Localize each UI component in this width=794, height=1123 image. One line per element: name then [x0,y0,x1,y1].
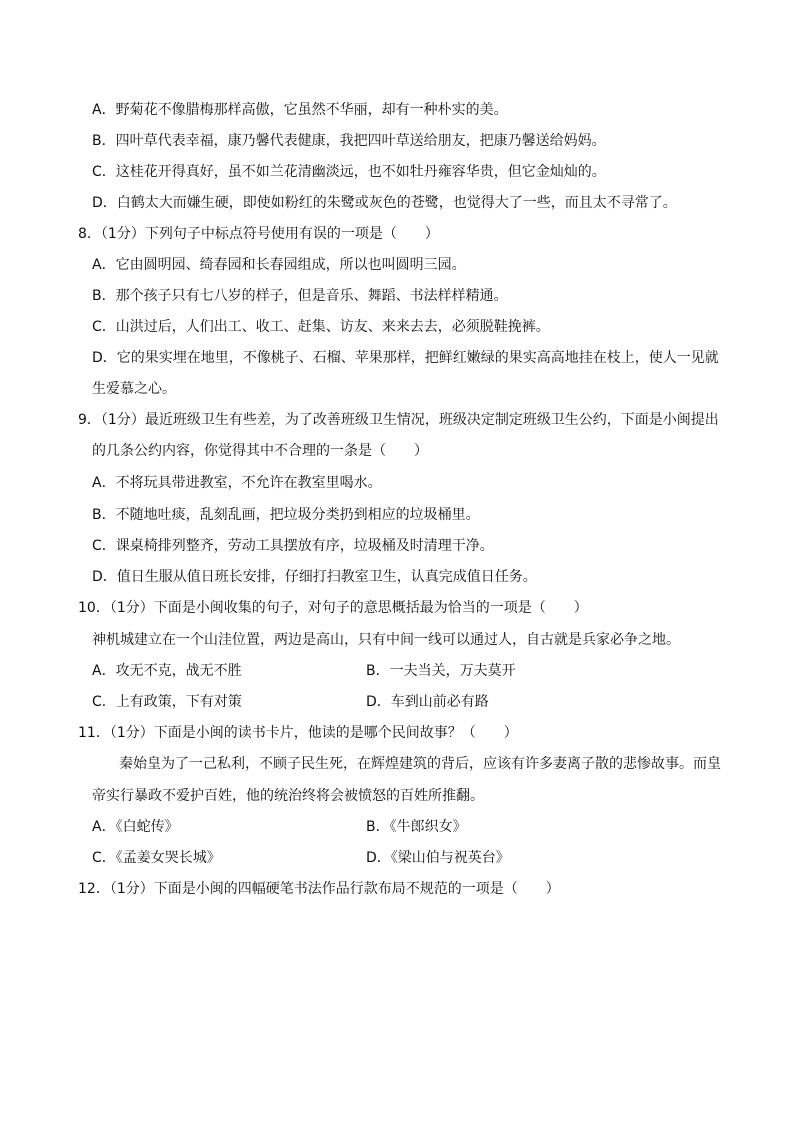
q8-option-c: C．山洪过后，人们出工、收工、赶集、访友、来来去去，必须脱鞋挽裤。 [92,319,550,335]
q9-option-c: C．课桌椅排列整齐，劳动工具摆放有序，垃圾桶及时清理干净。 [92,538,494,554]
q11-passage: 秦始皇为了一己私利，不顾子民生死，在辉煌建筑的背后，应该有许多妻离子散的悲惨故事。而皇 [119,756,721,772]
q10-option-d: D．车到山前必有路 [366,694,489,710]
q11-option-c: C．《孟姜女哭长城》 [92,850,221,866]
q8-option-b: B．那个孩子只有七八岁的样子，但是音乐、舞蹈、书法样样精通。 [92,288,508,304]
q8-option-a: A．它由圆明园、绮春园和长春园组成，所以也叫圆明三园。 [92,257,466,273]
option-c: C．这桂花开得真好，虽不如兰花清幽淡远，也不如牡丹雍容华贵，但它金灿灿的。 [92,164,606,180]
question-10-stem: 10．（1分）下面是小闽收集的句子，对句子的意思概括最为恰当的一项是（ ） [78,600,588,616]
q11-option-b: B．《牛郎织女》 [366,819,467,835]
question-11-stem: 11．（1分）下面是小闽的读书卡片，他读的是哪个民间故事？（ ） [78,725,518,741]
q9-option-a: A．不将玩具带进教室，不允许在教室里喝水。 [92,475,382,491]
question-12-stem: 12．（1分）下面是小闽的四幅硬笔书法作品行款布局不规范的一项是（ ） [78,881,560,897]
q11-option-a: A．《白蛇传》 [92,819,179,835]
option-b: B．四叶草代表幸福，康乃馨代表健康，我把四叶草送给朋友，把康乃馨送给妈妈。 [92,133,606,149]
option-d: D．白鹤太大而嫌生硬，即使如粉红的朱鹭或灰色的苍鹭，也觉得大了一些，而且太不寻常了。 [92,195,677,211]
q9-option-d: D．值日生服从值日班长安排，仔细打扫教室卫生，认真完成值日任务。 [92,569,537,585]
q8-option-d: D．它的果实埋在地里，不像桃子、石榴、苹果那样，把鲜红嫩绿的果实高高地挂在枝上，使人一见就 [92,350,719,366]
q8-option-d-continued: 生爱慕之心。 [92,381,176,397]
q10-option-a: A．攻无不克，战无不胜 [92,663,242,679]
question-8-stem: 8．（1分）下列句子中标点符号使用有误的一项是（ ） [78,226,439,242]
q11-passage-continued: 帝实行暴政不爱护百姓，他的统治终将会被愤怒的百姓所推翻。 [92,788,484,804]
question-9-stem-continued: 的几条公约内容，你觉得其中不合理的一条是（ ） [92,443,428,459]
question-9-stem: 9．（1分）最近班级卫生有些差，为了改善班级卫生情况，班级决定制定班级卫生公约，下面是小闽提出 [78,412,719,428]
q11-option-d: D．《梁山伯与祝英台》 [366,850,510,866]
q10-option-c: C．上有政策，下有对策 [92,694,242,710]
option-a: A．野菊花不像腊梅那样高傲，它虽然不华丽，却有一种朴实的美。 [92,102,508,118]
q10-option-b: B．一夫当关，万夫莫开 [366,663,516,679]
q10-sentence: 神机城建立在一个山洼位置，两边是高山，只有中间一线可以通过人，自古就是兵家必争之地。 [92,632,680,648]
q9-option-b: B．不随地吐痰，乱刻乱画，把垃圾分类扔到相应的垃圾桶里。 [92,507,480,523]
